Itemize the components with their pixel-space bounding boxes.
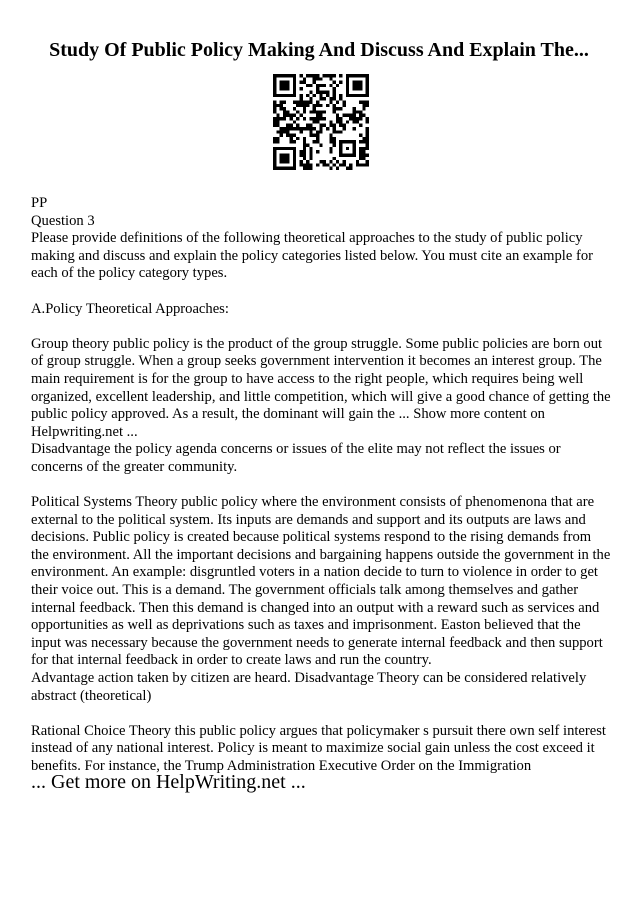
- paragraph-question: Question 3: [31, 212, 95, 229]
- qr-code-icon: [273, 74, 369, 170]
- paragraph-disadvantage-elite: Disadvantage the policy agenda concerns or issues of the elite may not reflect the issues or concerns of the greater community.: [31, 441, 561, 475]
- paragraph-rational-choice: Rational Choice Theory this public policy argues that policymaker s pursuit there own self interest instead of any national interest. Policy is meant to maximize social gain unless the cost exceed it benefits. For instance, the Trump Administration Executive Order on the Immigration: [31, 722, 606, 774]
- paragraph-instructions: Please provide definitions of the following theoretical approaches to the study of public policy making and discuss and explain the policy categories listed below. You must cite an example for each of the policy category types.: [31, 230, 594, 282]
- footer-link[interactable]: ... Get more on HelpWriting.net ...: [31, 771, 306, 793]
- paragraph-group-theory: Group theory public policy is the product of the group struggle. Some public policies are born out of group struggle. When a group seeks government intervention it becomes an interest group. The main requirement is for the group to have access to the right people, which requires being well organized, excellent leadership, and little competition, which will give a good chance of getting the public policy approved. As a result, the dominant will gain the ... Show more content on Helpwriting.net ...: [31, 335, 611, 440]
- document-body: [31, 195, 611, 776]
- paragraph-section-heading: A.Policy Theoretical Approaches:: [31, 300, 229, 317]
- paragraph-political-systems: Political Systems Theory public policy where the environment consists of phenomenona that are external to the political system. Its inputs are demands and support and its outputs are laws and decisions. Public policy is created because political systems respond to the rising demands from the environment. All the important decisions and bargaining happens outside the government in the environment. An example: disgruntled voters in a nation decide to turn to violence in order to get their voice out. This is a demand. The government officials talk among themselves and gather internal feedback. Then this demand is changed into an output with a reward such as services and opportunities as well as deprivations such as taxes and imprisonment. Easton believed that the input was necessary because the government needs to generate internal feedback and then support for that internal feedback in order to create laws and run the country.: [31, 494, 611, 669]
- document-title: Study Of Public Policy Making And Discuss And Explain The...: [49, 39, 589, 61]
- paragraph-advantage: Advantage action taken by citizen are heard. Disadvantage Theory can be considered relatively abstract (theoretical): [31, 670, 587, 704]
- paragraph-pp: PP: [31, 195, 48, 211]
